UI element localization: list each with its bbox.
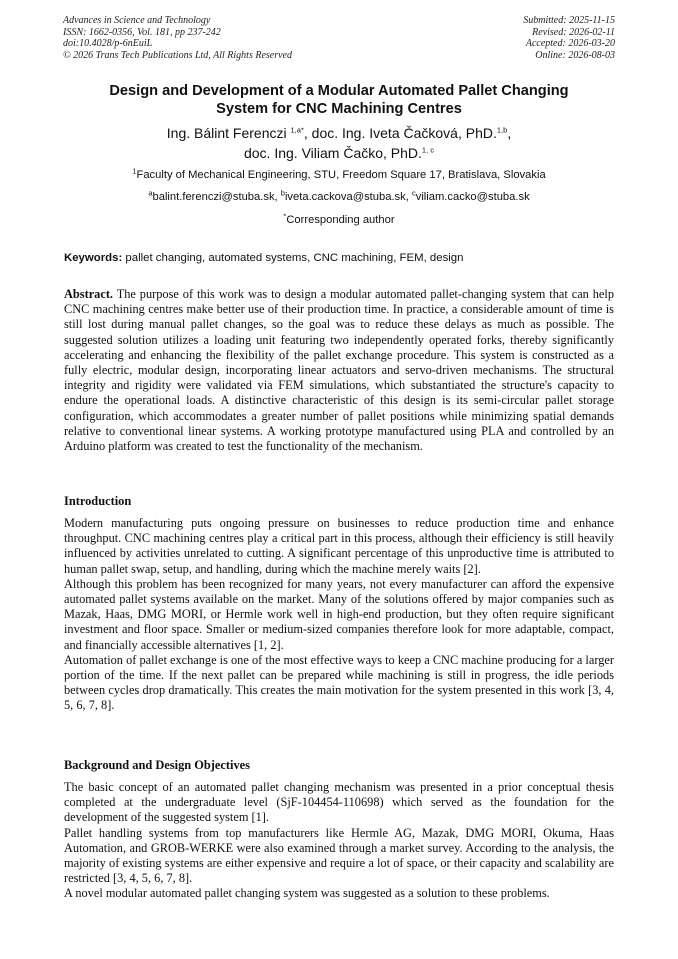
abstract-text: The purpose of this work was to design a modular automated pallet-changing system that can help CNC machining centres make better use of their production time. In practice, a considerable amount of time is still lost during manual pallet changes, so the goal was to reduce these delays as much as possible. The suggested solution utilizes a loading unit featuring two independently operated forks, thereby significantly accelerating and enhancing the flexibility of the pallet exchange procedure. This system is constructed as a fully electric, modular design, incorporating linear actuators and servo-driven mechanisms. The structural integrity and rigidity were validated via FEM simulations, which substantiated the structure's capacity to endure the operational loads. A distinctive characteristic of this design is its semi-circular pallet storage configuration, which accommodates a greater number of pallet positions while minimizing spatial demands relative to conventional linear systems. A working prototype manufactured using PLA and controlled by an Arduino platform was created to test the functionality of the mechanism. xyxy=(64,287,614,454)
email-address: balint.ferenczi@stuba.sk, xyxy=(152,191,281,203)
paragraph: A novel modular automated pallet changing system was suggested as a solution to these problems. xyxy=(64,886,550,901)
author-separator: , xyxy=(303,125,312,141)
email-mark: a xyxy=(148,188,153,198)
affiliation xyxy=(60,168,618,182)
abstract-paragraph xyxy=(64,287,614,454)
paragraph: Automation of pallet exchange is one of the most effective ways to keep a CNC machine producing for a larger portion of the time. If the next pallet can be prepared while machining is still in progress, the idle periods between cycles drop dramatically. This creates the main motivation for the system presented in this work [3, 4, 5, 6, 7, 8]. xyxy=(64,652,614,713)
section-heading-background: Background and Design Objectives xyxy=(64,758,250,772)
keywords-label: Keywords: xyxy=(64,252,123,264)
dates-header xyxy=(523,15,615,61)
author-line-1 xyxy=(60,124,618,144)
paragraph: Pallet handling systems from top manufacturers like Hermle AG, Mazak, DMG MORI, Okuma, Haas Automation, and GROB-WERKE were also examined through a market survey. According to the analysis, the majority of existing systems are either expensive and require a lot of space, or their capacity and scalability are restricted [3, 4, 5, 6, 7, 8]. xyxy=(64,825,614,886)
author-affiliation-mark: 1, c xyxy=(421,144,435,154)
author-separator: , xyxy=(507,125,512,141)
corresponding-author-note xyxy=(60,213,618,227)
email-address: viliam.cacko@stuba.sk xyxy=(415,191,530,203)
abstract-label: Abstract. xyxy=(64,287,114,301)
submitted-date: Submitted: 2025-11-15 xyxy=(523,15,615,26)
paragraph: Although this problem has been recognized for many years, not every manufacturer can afford the expensive automated pallet systems available on the market. Many of the solutions offered by major companies such as Mazak, Haas, DMG MORI, or Hermle work well in high-end production, but they often require significant investment and floor space. Smaller or medium-sized companies therefore look for more adaptable, compact, and financially accessible alternatives [1, 2]. xyxy=(64,576,614,652)
online-date: Online: 2026-08-03 xyxy=(535,49,615,61)
paper-title xyxy=(60,82,618,118)
author-emails xyxy=(60,190,618,204)
email-mark: c xyxy=(411,188,416,198)
affiliation-mark: 1 xyxy=(132,166,137,176)
corresponding-text: Corresponding author xyxy=(286,214,395,226)
keywords xyxy=(64,251,616,265)
section-heading-introduction: Introduction xyxy=(64,494,132,508)
author-line-2 xyxy=(60,144,618,164)
author-name: Ing. Bálint Ferenczi xyxy=(166,125,291,141)
author-affiliation-mark: 1,a* xyxy=(290,125,304,135)
journal-header xyxy=(63,15,292,61)
doi: doi:10.4028/p-6nEuiL xyxy=(63,38,153,49)
email-mark: b xyxy=(280,188,285,198)
background-section xyxy=(64,780,614,902)
email-address: iveta.cackova@stuba.sk, xyxy=(284,191,412,203)
author-affiliation-mark: 1,b xyxy=(496,125,508,135)
keywords-text: pallet changing, automated systems, CNC machining, FEM, design xyxy=(122,252,464,264)
abstract xyxy=(64,287,614,454)
accepted-date: Accepted: 2026-03-20 xyxy=(525,38,615,49)
affiliation-text: Faculty of Mechanical Engineering, STU, Freedom Square 17, Bratislava, Slovakia xyxy=(136,169,546,181)
paragraph: Modern manufacturing puts ongoing pressure on businesses to reduce production time and enhance throughput. CNC machining centres play a critical part in this process, although their efficiency is still heavily influenced by activities unrelated to cutting. A significant percentage of this unproductive time is attributed to human pallet swap, setup, and handling, during which the machine merely waits [2]. xyxy=(64,516,614,576)
title-line-1: Design and Development of a Modular Automated Pallet Changing xyxy=(109,83,569,99)
corresponding-mark: * xyxy=(283,211,287,221)
copyright: © 2026 Trans Tech Publications Ltd, All Rights Reserved xyxy=(63,49,292,61)
journal-name: Advances in Science and Technology xyxy=(63,15,211,26)
title-line-2: System for CNC Machining Centres xyxy=(216,101,462,117)
journal-issn: ISSN: 1662-0356, Vol. 181, pp 237-242 xyxy=(63,26,221,38)
revised-date: Revised: 2026-02-11 xyxy=(532,26,615,38)
author-name: doc. Ing. Iveta Čačková, PhD. xyxy=(311,125,497,141)
author-name: doc. Ing. Viliam Čačko, PhD. xyxy=(243,144,422,161)
author-list xyxy=(60,124,618,163)
introduction-section xyxy=(64,516,614,714)
paragraph: The basic concept of an automated pallet changing mechanism was presented in a prior conceptual thesis completed at the undergraduate level (SjF-104454-110698) which served as the foundation for the development of the suggested system [1]. xyxy=(64,780,614,825)
